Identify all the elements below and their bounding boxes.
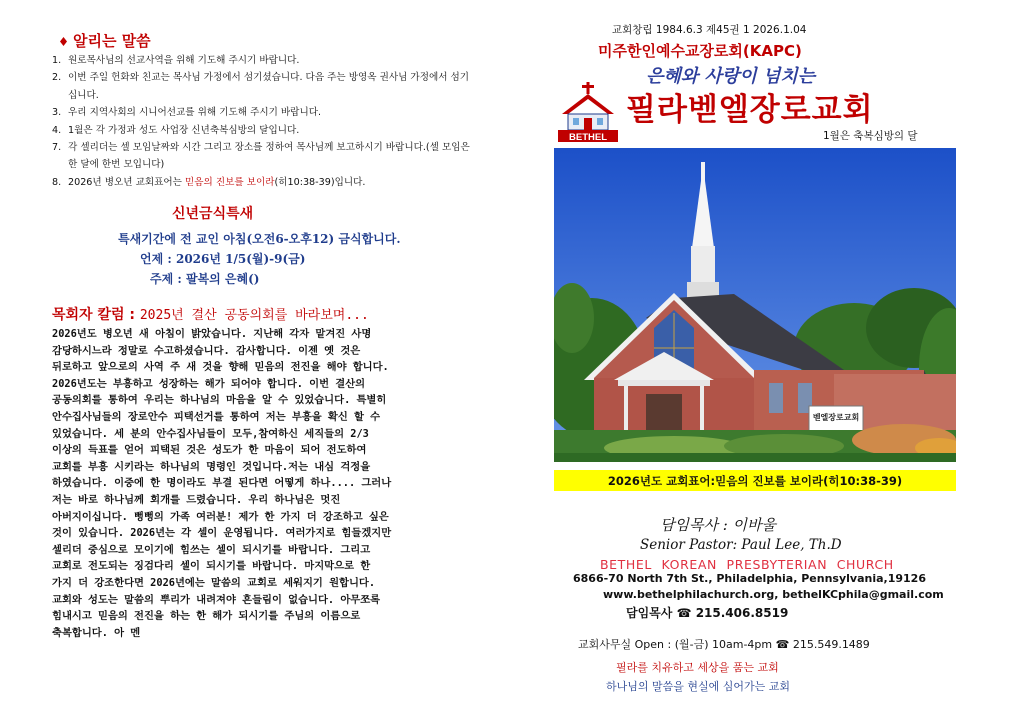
column-line: 2026년도 병오년 새 아침이 밝았습니다. 지난해 각자 맡겨진 사명 [52, 328, 372, 340]
column-line: 교회로 전도되는 징검다리 셀이 되시기를 바랍니다. 마지막으로 한 [52, 560, 371, 573]
pastor-column-heading: 목회자 칼럼 : 2025년 결산 공동의회를 바라보며... [52, 307, 369, 323]
church-motto-2: 하나님의 말씀을 현실에 심어가는 교회 [606, 680, 791, 693]
phone-icon: ☎ [775, 638, 790, 651]
column-line: 공동의회를 통하여 우리는 하나님의 마음을 알 수 있었습니다. 특별히 [52, 394, 387, 407]
church-address: 6866-70 North 7th St., Philadelphia, Pennsylvania,19126 [573, 572, 926, 585]
diamond-bullet-icon [60, 37, 67, 46]
column-line: 가지 더 강조한다면 2026년에는 말씀의 교회로 세워지기 원합니다. [52, 576, 376, 589]
church-motto-1: 필라를 치유하고 세상을 품는 교회 [616, 661, 779, 674]
column-line: 이상의 득표를 얻어 피택된 것은 성도가 한 마음이 되어 전도하여 [52, 444, 367, 457]
motto-highlight: 믿음의 진보를 보이라 [184, 176, 275, 188]
denomination: 미주한인예수교장로회(KAPC) [598, 42, 802, 60]
column-line: 감당하시느라 정말로 수고하셨습니다. 감사합니다. 이젠 옛 것은 [52, 344, 361, 357]
pastor-phone: 담임목사 ☎ 215.406.8519 [626, 606, 789, 620]
visit-month-note: 1월은 축복심방의 달 [823, 130, 918, 142]
notice-item: 4. 1월은 각 가정과 성도 사업장 신년축복심방의 달입니다. [52, 124, 300, 136]
column-line: 축복합니다. 아 멘 [52, 626, 141, 639]
fasting-theme: 주제 : 팔복의 은혜() [150, 272, 260, 286]
website-email: www.bethelphilachurch.org, bethelKCphila@gmail.com [603, 588, 944, 601]
church-english-name: BETHEL KOREAN PRESBYTERIAN CHURCH [600, 557, 894, 572]
column-line: 교회와 성도는 말씀의 뿌리가 내려져야 흔들림이 없습니다. 아무쪼록 [52, 593, 381, 606]
pastor-column-subtitle: 2025년 결산 공동의회를 바라보며... [139, 308, 369, 323]
column-line: 있었습니다. 세 분의 안수집사님들이 모두,참여하신 세직들의 2/3 [52, 427, 369, 440]
notice-item: 2. 이번 주일 헌화와 친교는 목사님 가정에서 섬기셨습니다. 다음 주는 방영옥 권사님 가정에서 섬기십니다. [52, 72, 470, 101]
logo-text: BETHEL [569, 132, 607, 143]
notice-item: 8. 2026년 병오년 교회표어는 믿음의 진보를 보이라(히10:38-39)입니다. [52, 176, 366, 188]
motto-banner-text: 2026년도 교회표어:믿음의 진보를 보이라(히10:38-39) [607, 474, 903, 488]
church-sign-text: 벧엘장로교회 [812, 413, 860, 422]
notice-item: 1. 원로목사님의 선교사역을 위해 기도해 주시기 바랍니다. [52, 55, 300, 66]
fasting-dates: 언제 : 2026년 1/5(월)-9(금) [140, 252, 306, 266]
column-line: 힘내시고 믿음의 전진을 하는 한 해가 되시기를 주님의 이름으로 [52, 610, 361, 623]
office-hours: 교회사무실 Open : (월-금) 10am-4pm ☎ 215.549.1489 [578, 638, 870, 651]
senior-pastor-korean: 담임목사 : 이바울 [660, 516, 777, 534]
column-line: 아버지이십니다. 뻥뻥의 가족 여러분! 제가 한 가지 더 강조하고 싶은 [52, 510, 389, 523]
motto-banner [554, 470, 956, 491]
fasting-title: 신년금식특새 [172, 206, 254, 222]
senior-pastor-english: Senior Pastor: Paul Lee, Th.D [640, 537, 842, 553]
column-line: 교회를 부흥 시키라는 하나님의 명령인 것입니다.저는 내심 걱정을 [52, 460, 371, 473]
column-line: 2026년도는 부흥하고 성장하는 해가 되어야 합니다. 이번 결산의 [52, 377, 366, 390]
pastor-column-body [52, 326, 472, 641]
column-line: 저는 바로 하나님께 회개를 드렸습니다. 우리 하나님은 멋진 [52, 493, 341, 506]
column-line: 안수집사님들의 장로안수 피택선거를 통하여 저는 부흥을 확신 할 수 [52, 410, 381, 423]
church-logo-icon [556, 80, 620, 144]
issue-date-line: 교회창립 1984.6.3 제45권 1 2026.1.04 [612, 24, 807, 36]
phone-icon: ☎ [676, 606, 692, 620]
notice-list [52, 52, 472, 191]
slogan: 은혜와 사랑이 넘치는 [646, 66, 816, 87]
church-name: 필라벧엘장로교회 [626, 92, 874, 128]
column-line: 하였습니다. 이중에 한 명이라도 부결 된다면 어떻게 하나.... 그러나 [52, 477, 392, 490]
notice-item: 3. 우리 지역사회의 시니어선교를 위해 기도해 주시기 바랍니다. [52, 107, 322, 119]
column-line: 것이 있습니다. 2026년는 각 셀이 운영됩니다. 여러가지로 힘들겠지만 [52, 527, 392, 540]
fasting-description: 특새기간에 전 교인 아침(오전6-오후12) 금식합니다. [118, 232, 401, 246]
church-photo [554, 148, 956, 462]
notice-item: 7. 각 셀리더는 셀 모임날짜와 시간 그리고 장소를 정하여 목사님께 보고하시기 바랍니다.(셀 모임은 한 달에 한번 모입니다) [52, 142, 470, 171]
column-line: 셀리더 중심으로 모이기에 힘쓰는 셀이 되시기를 바랍니다. 그리고 [52, 543, 371, 556]
column-line: 뒤로하고 앞으로의 사역 주 새 것을 향해 믿음의 전진을 해야 합니다. [52, 361, 389, 374]
notice-title: 알리는 말씀 [60, 30, 151, 51]
